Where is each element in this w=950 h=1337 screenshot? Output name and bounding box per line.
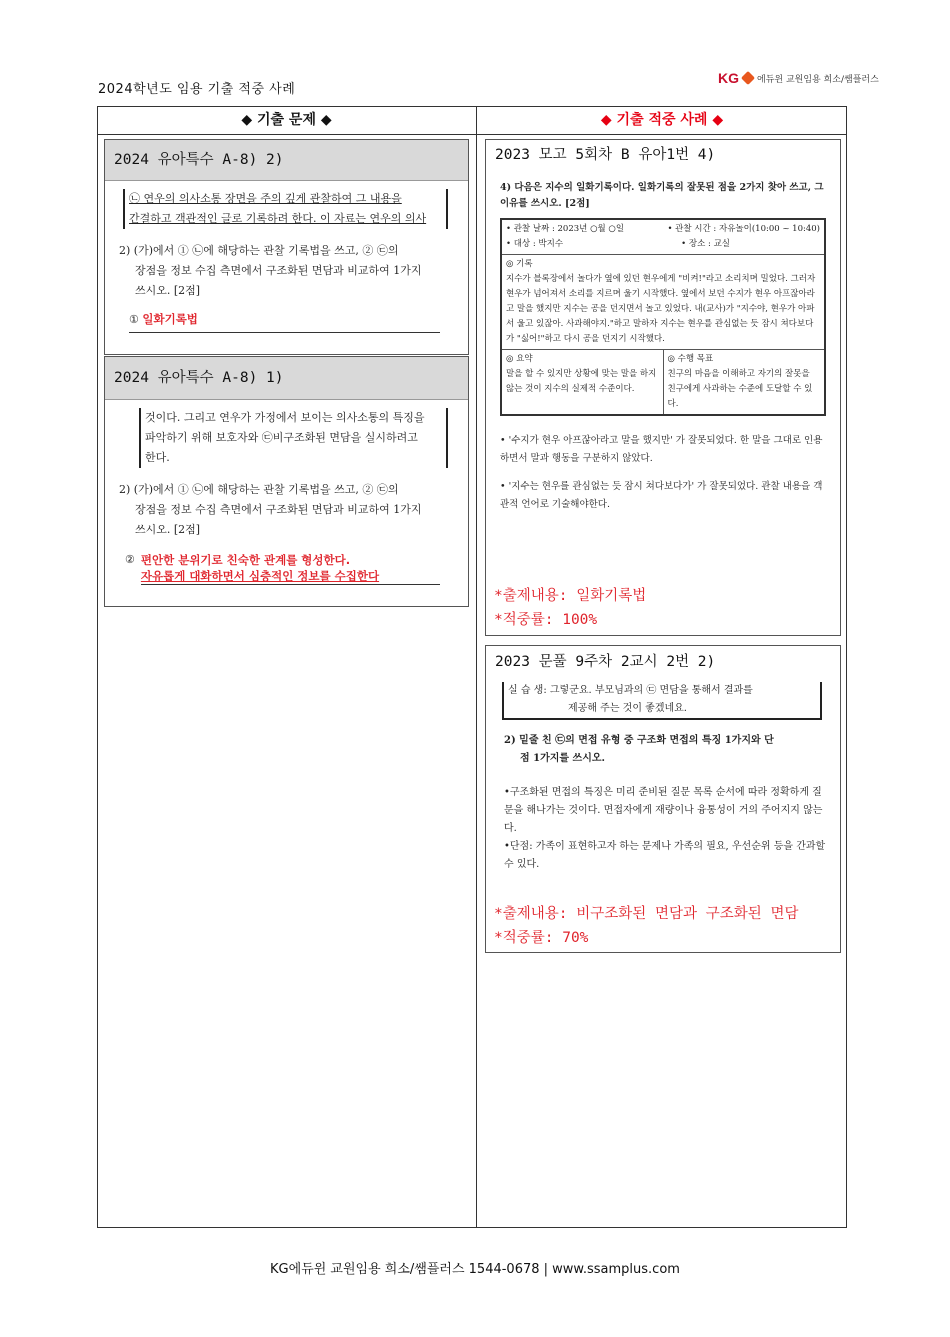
column-divider	[476, 106, 477, 1228]
logo-mark-icon	[741, 71, 755, 85]
passage-box	[139, 408, 448, 468]
question-line: 장점을 정보 수집 측면에서 구조화된 면담과 비교하여 1가지	[135, 503, 422, 516]
list-item: • '수지가 현우 아프잖아라고 말을 했지만' 가 잘못되었다. 한 말을 그대로 인용하면서 말과 행동을 구분하지 않았다.	[500, 435, 823, 464]
answer-text: 편안한 분위기로 친숙한 관계를 형성한다.	[140, 553, 351, 567]
question-line: 점 1가지를 쓰시오.	[520, 753, 606, 764]
answer-text: 일화기록법	[142, 312, 198, 326]
hit-card-1	[485, 139, 841, 636]
question-line: 2) (가)에서 ① ㉡에 해당하는 관찰 기록법을 쓰고, ② ㉢의	[119, 244, 399, 257]
exam-card-title: 2024 유아특수 A-8) 1)	[105, 357, 468, 400]
question	[119, 480, 454, 540]
passage-line: ㉡ 연우의 의사소통 장면을 주의 깊게 관찰하여 그 내용을	[129, 192, 402, 205]
hit-summary	[494, 584, 646, 632]
logo-brand: KG	[718, 70, 739, 86]
answer-number: ①	[129, 313, 139, 326]
question	[500, 732, 826, 768]
table-cell: • 관찰 날짜 : 2023년 ○월 ○일	[506, 224, 625, 234]
question-line: 장점을 정보 수집 측면에서 구조화된 면담과 비교하여 1가지	[135, 264, 422, 277]
hit-summary	[494, 902, 799, 950]
table-row	[502, 350, 824, 414]
explanation	[500, 432, 826, 514]
question-line: 쓰시오. [2점]	[135, 523, 201, 536]
table-cell: 말을 할 수 있지만 상황에 맞는 말을 하지 않는 것이 지수의 실제적 수준이다.	[506, 369, 657, 394]
question-line: 쓰시오. [2점]	[135, 284, 201, 297]
table-row	[502, 220, 824, 255]
passage-line: 파악하기 위해 보호자와 ㉢비구조화된 면담을 실시하려고	[145, 431, 418, 444]
question	[119, 241, 454, 301]
list-item: •구조화된 면접의 특징은 미리 준비된 질문 목록 순서에 따라 정확하게 질문을 해나가는 것이다. 면접자에게 재량이나 융통성이 거의 주어지지 않는다.	[504, 787, 823, 834]
table-cell: • 관찰 시간 : 자유놀이(10:00 ~ 10:40)	[667, 224, 820, 234]
table-row	[502, 255, 824, 350]
question-line: 2) 밑줄 친 ㉢의 면접 유형 중 구조화 면접의 특징 1가지와 단	[504, 735, 774, 746]
exam-card-2	[104, 356, 469, 607]
table-cell: 친구의 마음을 이해하고 자기의 잘못을 친구에게 사과하는 수준에 도달할 수 있다.	[667, 369, 813, 409]
answer	[125, 552, 440, 585]
hit-rate: *적중률: 100%	[494, 612, 598, 628]
brand-logo	[718, 70, 879, 86]
passage-box	[123, 189, 448, 229]
list-item: • '지수는 현우를 관심없는 듯 잠시 쳐다보다가' 가 잘못되었다. 관찰 내용을 객관적 언어로 기술해야한다.	[500, 481, 823, 510]
page-footer: KG에듀윈 교원임용 희소/쌤플러스 1544-0678 | www.ssamplus.com	[270, 1262, 680, 1277]
hit-card-2	[485, 645, 841, 953]
passage-line: 한다.	[145, 451, 170, 464]
table-label: ◎ 기록	[506, 259, 533, 269]
column-header-exam: ◆ 기출 문제 ◆	[241, 112, 332, 128]
question-line: 2) (가)에서 ① ㉡에 해당하는 관찰 기록법을 쓰고, ② ㉢의	[119, 483, 399, 496]
list-item: •단점: 가족이 표현하고자 하는 문제나 가족의 필요, 우선순위 등을 간과할 수 있다.	[504, 841, 826, 870]
column-header-hits: ◆ 기출 적중 사례 ◆	[600, 112, 724, 128]
answer-text: 자유롭게 대화하면서 심층적인 정보를 수집한다	[140, 569, 380, 583]
hit-rate: *적중률: 70%	[494, 930, 589, 946]
passage-box	[502, 682, 822, 720]
exam-card-1	[104, 139, 469, 355]
hit-topic: *출제내용: 비구조화된 면담과 구조화된 면담	[494, 906, 799, 922]
logo-text: 에듀윈 교원임용 희소/쌤플러스	[757, 74, 879, 85]
passage-line: 것이다. 그리고 연우가 가정에서 보이는 의사소통의 특징을	[145, 411, 425, 424]
table-cell: • 장소 : 교실	[681, 239, 730, 249]
table-cell: • 대상 : 박지수	[506, 239, 564, 249]
exam-card-title: 2024 유아특수 A-8) 2)	[105, 140, 468, 181]
page-title: 2024학년도 임용 기출 적중 사례	[98, 82, 296, 97]
hit-topic: *출제내용: 일화기록법	[494, 588, 647, 604]
hit-card-title: 2023 문풀 9주차 2교시 2번 2)	[486, 646, 840, 682]
anecdotal-record-table	[500, 218, 826, 416]
passage-line: 제공해 주는 것이 좋겠네요.	[568, 703, 687, 714]
hit-card-title: 2023 모고 5회차 B 유아1번 4)	[486, 140, 840, 176]
question: 4) 다음은 지수의 일화기록이다. 일화기록의 잘못된 점을 2가지 찾아 쓰고, 그 이유를 쓰시오. [2점]	[500, 182, 824, 209]
header-divider	[97, 134, 847, 135]
explanation	[500, 784, 826, 874]
passage-line: 간결하고 객관적인 글로 기록하려 한다. 이 자료는 연우의 의사	[129, 212, 427, 225]
answer-number: ②	[125, 553, 135, 566]
table-cell: 지수가 블록장에서 놀다가 옆에 있던 현우에게 "비켜!"라고 소리치며 밀었다. 그러자 현우가 넘어져서 소리를 지르며 울기 시작했다. 옆에서 보던 수지가 현우 아프잖아라고 말을 했지만 지수는 공을 던지면서 놀고 있었다. 내(교사)가 "지수야, 현우가 아파서 울고 있잖아. 사과해야지."하고 말하자 지수는 현우를 관심없는 듯 잠시 쳐다보다가 "싫어!"하고 다시 공을 던지기 시작했다.	[506, 274, 816, 344]
passage-line: 실 습 생: 그렇군요. 부모님과의 ㉢ 면담을 통해서 결과를	[508, 685, 753, 696]
table-label: ◎ 요약	[506, 354, 533, 364]
answer	[129, 309, 440, 333]
table-label: ◎ 수행 목표	[667, 354, 714, 364]
